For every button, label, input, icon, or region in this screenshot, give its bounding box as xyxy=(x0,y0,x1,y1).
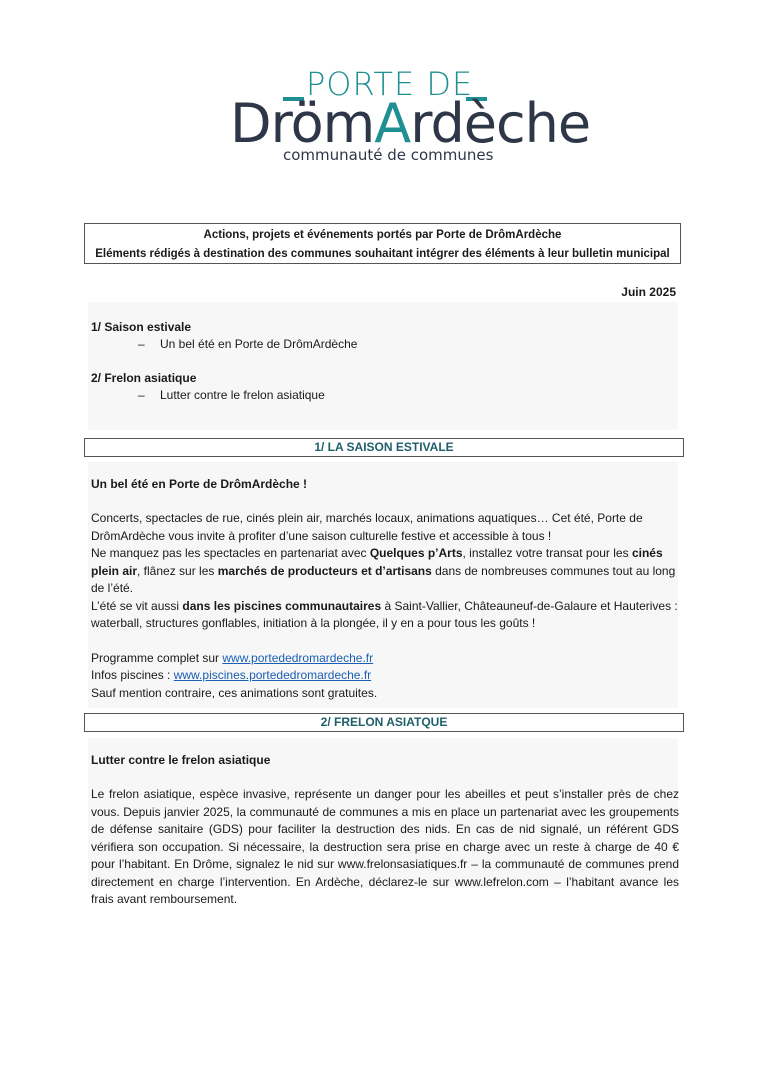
section-2-title: Lutter contre le frelon asiatique xyxy=(91,753,271,767)
programme-line: Programme complet sur www.portededromardeche.fr xyxy=(91,650,374,665)
header-line-1: Actions, projets et événements portés par Porte de DrômArdèche xyxy=(203,229,562,241)
document-date: Juin 2025 xyxy=(621,285,676,299)
section-bar-saison-estivale: 1/ LA SAISON ESTIVALE xyxy=(84,438,684,457)
table-of-contents xyxy=(88,302,678,430)
toc-item-2 xyxy=(138,388,325,402)
section-1-paragraph-1: Concerts, spectacles de rue, cinés plein air, marchés locaux, animations aquatiques… Cet été, Porte de DrômArdèche vous invite à profiter d’une saison culturelle festive et accessible à tous ! xyxy=(91,511,643,543)
toc-dash: – xyxy=(138,388,145,402)
toc-item-1 xyxy=(138,337,357,351)
piscines-link[interactable]: www.piscines.portededromardeche.fr xyxy=(173,668,372,682)
header-line-2: Eléments rédigés à destination des communes souhaitant intégrer des éléments à leur bulletin municipal xyxy=(95,248,670,260)
toc-heading-1: 1/ Saison estivale xyxy=(91,320,192,334)
section-1-body xyxy=(88,462,678,708)
logo-main-part1: Dröm xyxy=(230,92,375,155)
section-1-paragraph-3: L’été se vit aussi dans les piscines communautaires à Saint-Vallier, Châteauneuf-de-Galaure et Hauterives : waterball, structures gonflables, initiation à la plongée, il y en a pour tous les goûts ! xyxy=(91,598,678,630)
toc-item-1-label: Un bel été en Porte de DrômArdèche xyxy=(160,337,358,351)
document-header-box xyxy=(84,223,681,264)
section-1-note: Sauf mention contraire, ces animations sont gratuites. xyxy=(91,685,378,700)
logo-top-word: PORTE DE xyxy=(306,65,474,103)
section-1-title: Un bel été en Porte de DrômArdèche ! xyxy=(91,477,308,491)
section-1-paragraph-2: Ne manquez pas les spectacles en partenariat avec Quelques p’Arts, installez votre transat pour les cinés plein air, flânez sur les marchés de producteurs et d’artisans dans de nombreuses communes tout au long de l’été. xyxy=(91,546,676,595)
logo-main-accent: A xyxy=(374,92,411,155)
section-2-body xyxy=(88,738,679,906)
logo-subtitle: communauté de communes xyxy=(283,146,494,164)
toc-heading-2: 2/ Frelon asiatique xyxy=(91,371,197,385)
logo-main-part2: rdèche xyxy=(410,92,591,155)
section-bar-frelon-asiatique: 2/ FRELON ASIATQUE xyxy=(84,713,684,732)
piscines-line: Infos piscines : www.piscines.portededromardeche.fr xyxy=(91,668,372,682)
section-2-paragraph-1: Le frelon asiatique, espèce invasive, représente un danger pour les abeilles et peut s’installer près de chez vous. Depuis janvier 2025, la communauté de communes a mis en place un partenariat avec les groupements de défense sanitaire (GDS) pour faciliter la destruction des nids. En cas de nid signalé, un référent GDS vérifiera son occupation. Si nécessaire, la destruction sera prise en charge avec un reste à charge de 40 € pour l’habitant. En Drôme, signalez le nid sur www.frelonsasiatiques.fr – la communauté de communes prend directement en charge l’intervention. En Ardèche, déclarez-le sur www.lefrelon.com – l’habitant avance les frais avant remboursement. xyxy=(91,787,679,906)
toc-item-2-label: Lutter contre le frelon asiatique xyxy=(160,388,325,402)
programme-link[interactable]: www.portededromardeche.fr xyxy=(222,650,374,665)
logo-main-word xyxy=(230,94,590,154)
toc-dash: – xyxy=(138,337,145,351)
